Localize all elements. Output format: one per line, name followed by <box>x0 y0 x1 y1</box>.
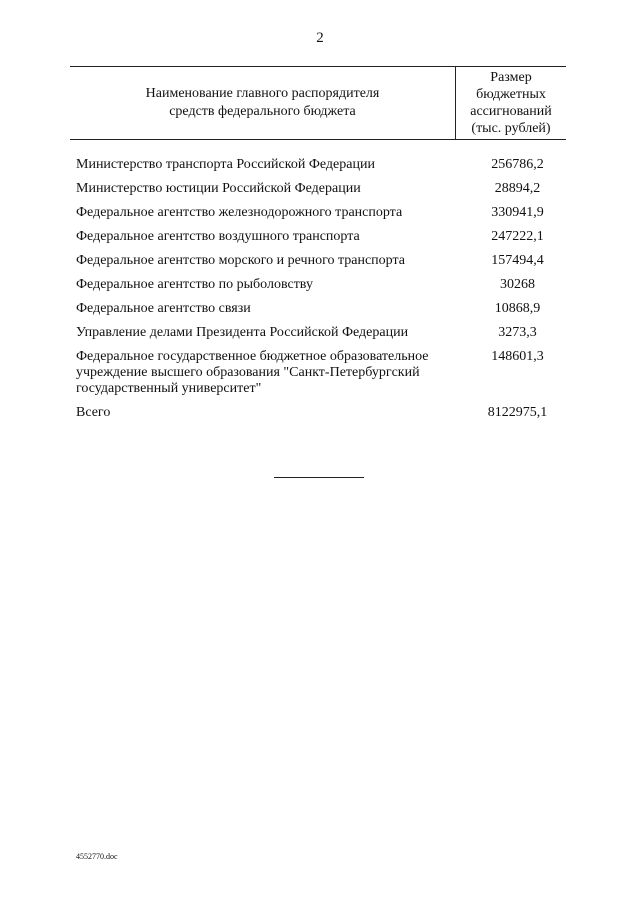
row-value: 148601,3 <box>491 349 544 364</box>
row-name: Федеральное агентство железнодорожного транспорта <box>76 205 403 220</box>
page-number: 2 <box>316 30 324 46</box>
row-name: Всего <box>76 405 111 420</box>
row-value: 247222,1 <box>491 229 544 244</box>
budget-table-body <box>76 157 566 429</box>
table-row <box>76 277 566 293</box>
row-name: Федеральное агентство морского и речного транспорта <box>76 253 405 268</box>
row-value: 256786,2 <box>491 157 544 172</box>
row-value: 28894,2 <box>494 181 541 196</box>
row-name: Федеральное государственное бюджетное образовательное учреждение высшего образования "Санкт-Петербургский государственный университет" <box>76 349 429 396</box>
table-row <box>76 325 566 341</box>
row-name: Министерство транспорта Российской Федерации <box>76 157 375 172</box>
table-row <box>76 301 566 317</box>
row-value: 3273,3 <box>498 325 537 340</box>
row-name: Федеральное агентство по рыболовству <box>76 277 313 292</box>
table-row <box>76 229 566 245</box>
table-row <box>76 205 566 221</box>
row-name: Федеральное агентство воздушного транспорта <box>76 229 360 244</box>
table-row-total <box>76 405 566 421</box>
row-name: Управление делами Президента Российской Федерации <box>76 325 409 340</box>
row-value: 157494,4 <box>491 253 544 268</box>
table-row <box>76 157 566 173</box>
row-name: Федеральное агентство связи <box>76 301 251 316</box>
row-value: 30268 <box>500 277 535 292</box>
table-row <box>76 349 566 397</box>
row-value: 8122975,1 <box>487 405 548 420</box>
footer-filename: 4552770.doc <box>76 852 118 861</box>
table-row <box>76 181 566 197</box>
header-name-column <box>70 67 455 139</box>
row-name: Министерство юстиции Российской Федерации <box>76 181 361 196</box>
row-value: 330941,9 <box>491 205 544 220</box>
table-row <box>76 253 566 269</box>
header-name-label: Наименование главного распорядителя средств федерального бюджета <box>145 86 380 119</box>
row-value: 10868,9 <box>494 301 541 316</box>
table-header <box>70 66 566 140</box>
header-amount-column <box>456 67 566 139</box>
header-amount-label: Размер бюджетных ассигнований (тыс. рублей) <box>470 70 552 136</box>
end-of-table-rule <box>274 477 364 478</box>
